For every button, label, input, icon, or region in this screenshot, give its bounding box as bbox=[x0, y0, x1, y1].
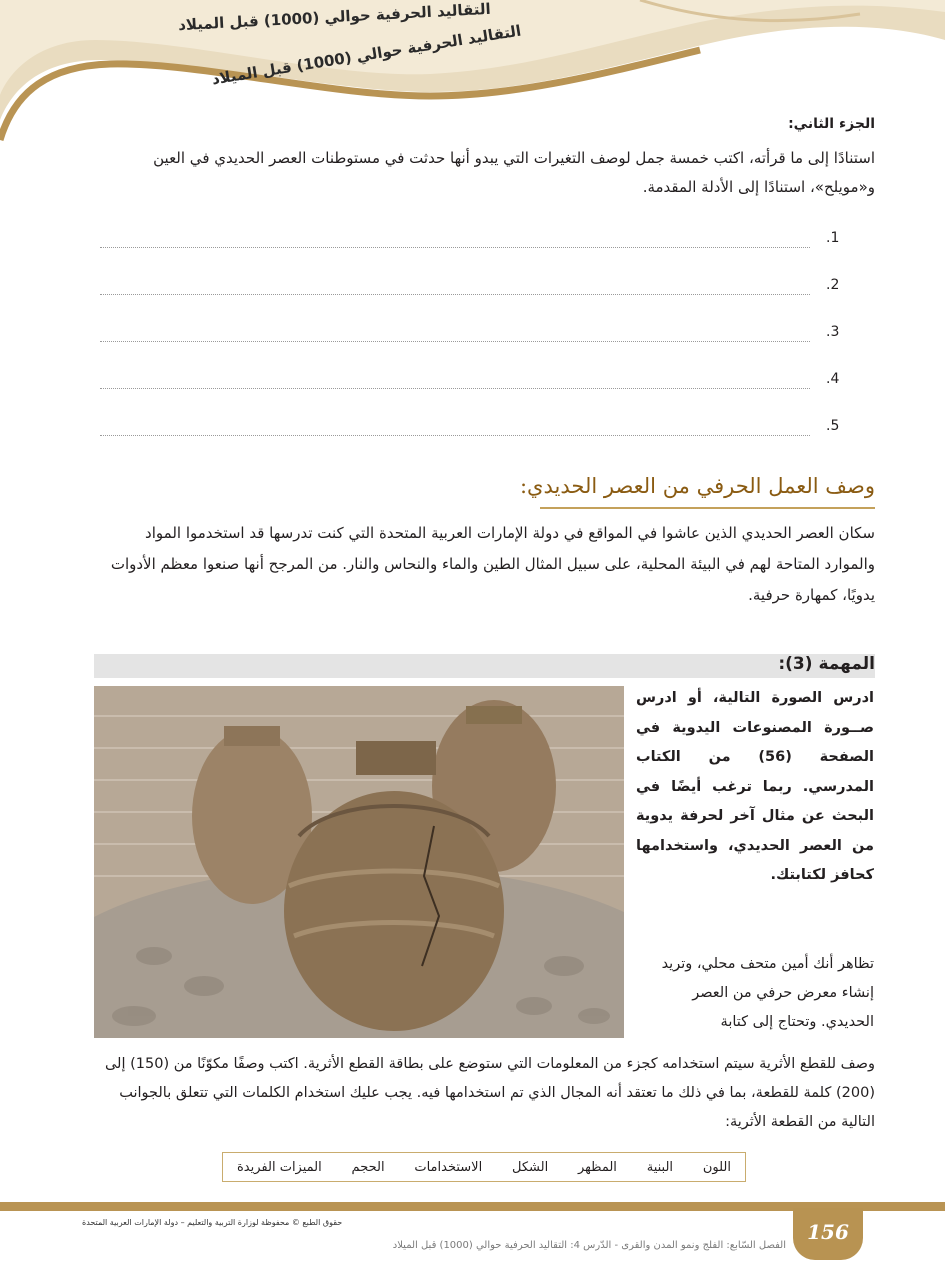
aspect-word: الميزات الفريدة bbox=[237, 1159, 322, 1175]
copyright-text: حقوق الطبع © محفوظة لوزارة التربية والتعليم – دولة الإمارات العربية المتحدة bbox=[82, 1218, 343, 1227]
answer-number: .4 bbox=[826, 371, 840, 387]
section-underline bbox=[540, 507, 875, 509]
answer-number: .2 bbox=[826, 277, 840, 293]
answer-line-4[interactable] bbox=[100, 388, 810, 389]
task-instructions-part2: وصف للقطع الأثرية سيتم استخدامه كجزء من المعلومات التي ستوضع على بطاقة القطع الأثرية. اكتب وصفًا مكوّنًا من (150) إلى (200) كلمة للقطعة، بما في ذلك ما تعتقد أنه المجال الذي تم استخدامها فيه. يجب عليك استخدام الكلمات التي تتعلق بالجوانب التالية من القطعة الأثرية: bbox=[104, 1056, 875, 1130]
footer-breadcrumb: الفصل السّابع: الفلج ونمو المدن والقرى - الدّرس 4: التقاليد الحرفية حوالي (1000) قبل الميلاد bbox=[392, 1240, 786, 1251]
lesson-title: التقاليد الحرفية حوالي (1000) قبل الميلاد bbox=[210, 21, 523, 89]
answer-number: .5 bbox=[826, 418, 840, 434]
answer-line-3[interactable] bbox=[100, 341, 810, 342]
section-heading: وصف العمل الحرفي من العصر الحديدي: bbox=[519, 474, 875, 498]
task-header-bar bbox=[94, 654, 875, 678]
aspects-word-box bbox=[222, 1152, 746, 1182]
answer-line-5[interactable] bbox=[100, 435, 810, 436]
page-number: 156 bbox=[807, 1220, 849, 1244]
aspect-word: المظهر bbox=[578, 1159, 617, 1175]
pottery-jars-photo bbox=[94, 686, 624, 1038]
aspect-word: الاستخدامات bbox=[414, 1159, 483, 1175]
answer-number: .1 bbox=[826, 230, 840, 246]
aspect-word: البنية bbox=[646, 1159, 674, 1175]
task-instructions-bold: ادرس الصورة التالية، أو ادرس صــورة المصنوعات اليدوية في الصفحة (56) من الكتاب المدرسي. ربما ترغب أيضًا في البحث عن مثال آخر لحرفة يدوية من العصر الحديدي، واستخدامها كحافز لكتابتك. bbox=[636, 690, 874, 883]
aspect-word: اللون bbox=[702, 1159, 731, 1175]
answer-number: .3 bbox=[826, 324, 840, 340]
chapter-title: التقاليد الحرفية حوالي (1000) قبل الميلاد bbox=[177, 0, 492, 35]
part-label: الجزء الثاني: bbox=[788, 116, 875, 132]
task-title: المهمة (3): bbox=[778, 654, 875, 674]
task-instructions-part1: تظاهر أنك أمين متحف محلي، وتريد إنشاء معرض حرفي من العصر الحديدي. وتحتاج إلى كتابة bbox=[661, 956, 874, 1030]
section-body: سكان العصر الحديدي الذين عاشوا في المواقع في دولة الإمارات العربية المتحدة التي كنت تدرسها قد استخدموا المواد والموارد المتاحة لهم في البيئة المحلية، على سبيل المثال الطين والماء والنحاس والنار. من المرجح أنها صنعوا معظم الأدوات يدويًا، كمهارة حرفية. bbox=[110, 524, 875, 604]
aspect-word: الحجم bbox=[351, 1159, 385, 1175]
answer-line-1[interactable] bbox=[100, 247, 810, 248]
aspect-word: الشكل bbox=[512, 1159, 549, 1175]
part-instruction: استنادًا إلى ما قرأته، اكتب خمسة جمل لوصف التغيرات التي يبدو أنها حدثت في مستوطنات العصر الحديدي في العين و«مويلح»، استنادًا إلى الأدلة المقدمة. bbox=[153, 149, 875, 196]
answer-line-2[interactable] bbox=[100, 294, 810, 295]
